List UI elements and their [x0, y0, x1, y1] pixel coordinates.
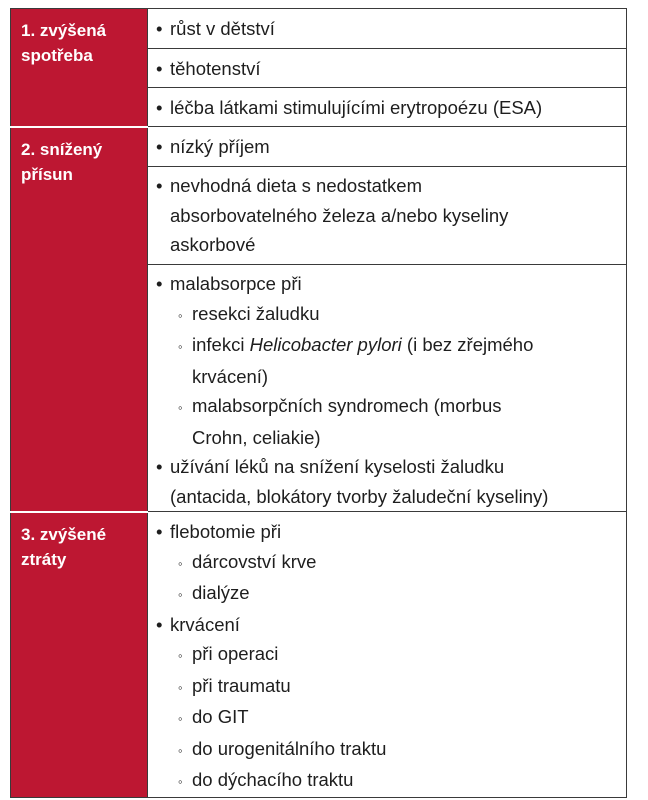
bullet-icon: •: [156, 58, 163, 79]
table-cell: [148, 9, 627, 49]
bullet-icon: •: [156, 97, 163, 118]
category-title: 2. snížený: [21, 139, 103, 159]
sub-list-item-continuation: Crohn, celiakie): [192, 426, 321, 448]
sub-list-item-continuation: krvácení): [192, 365, 269, 387]
sub-bullet-icon: ◦: [178, 742, 183, 758]
table-row: [11, 9, 627, 49]
sub-bullet-icon: ◦: [178, 339, 183, 354]
table-cell: [148, 512, 627, 798]
category-title: ztráty: [21, 549, 67, 569]
list-item: flebotomie při: [170, 521, 282, 542]
table-cell: [148, 265, 627, 512]
sub-list-item: do GIT: [192, 706, 249, 727]
list-item: růst v dětství: [170, 18, 275, 39]
table-cell: [148, 167, 627, 265]
bullet-icon: •: [156, 613, 163, 635]
sub-list-item: při traumatu: [192, 674, 291, 696]
list-item: krvácení: [170, 613, 240, 635]
sub-list-item: infekci: [192, 334, 250, 355]
species-name: Helicobacter pylori: [249, 334, 402, 355]
sub-bullet-icon: ◦: [178, 648, 183, 663]
sub-list-item: do urogenitálního traktu: [192, 737, 387, 759]
table-cell: [148, 49, 627, 88]
sub-list-item: při operaci: [192, 643, 279, 664]
table-container: [10, 8, 627, 790]
table-row: [11, 127, 627, 167]
sub-list-item: resekci žaludku: [192, 302, 320, 324]
sub-bullet-icon: ◦: [178, 774, 183, 789]
list-item-continuation: (antacida, blokátory tvorby žaludeční kyseliny): [170, 485, 549, 507]
sub-list-item: dialýze: [192, 582, 250, 603]
list-item-continuation: absorbovatelného železa a/nebo kyseliny: [170, 204, 509, 226]
bullet-icon: •: [156, 273, 163, 294]
category-title: přísun: [21, 164, 73, 184]
bullet-icon: •: [156, 136, 163, 157]
iron-deficiency-causes-table: [10, 8, 627, 798]
sub-bullet-icon: ◦: [178, 679, 183, 695]
sub-list-item: dárcovství krve: [192, 550, 317, 572]
list-item: nízký příjem: [170, 136, 270, 157]
category-title: 1. zvýšená: [21, 21, 107, 40]
category-title: 3. zvýšené: [21, 524, 107, 544]
sub-bullet-icon: ◦: [178, 711, 183, 726]
sub-list-item: malabsorpčních syndromech (morbus: [192, 395, 502, 416]
list-item: léčba látkami stimulujícími erytropoézu (ESA): [170, 97, 543, 118]
list-item: užívání léků na snížení kyselosti žaludku: [170, 456, 505, 477]
category-increased-consumption: [11, 9, 148, 127]
list-item: těhotenství: [170, 58, 261, 79]
table-cell: [148, 127, 627, 167]
list-item: malabsorpce při: [170, 273, 302, 294]
sub-bullet-icon: ◦: [178, 555, 183, 571]
sub-list-item: do dýchacího traktu: [192, 769, 354, 790]
sub-bullet-icon: ◦: [178, 307, 183, 323]
sub-list-item: (i bez zřejmého: [401, 334, 534, 355]
bullet-icon: •: [156, 175, 163, 196]
sub-bullet-icon: ◦: [178, 400, 183, 415]
bullet-icon: •: [156, 521, 163, 542]
table-cell: [148, 88, 627, 127]
sub-bullet-icon: ◦: [178, 587, 183, 602]
list-item-continuation: askorbové: [170, 234, 256, 255]
bullet-icon: •: [156, 18, 163, 39]
category-reduced-intake: [11, 127, 148, 512]
bullet-icon: •: [156, 456, 163, 477]
category-increased-losses: [11, 512, 148, 798]
list-item: nevhodná dieta s nedostatkem: [170, 175, 422, 196]
category-title: spotřeba: [21, 46, 93, 65]
table-row: [11, 512, 627, 798]
